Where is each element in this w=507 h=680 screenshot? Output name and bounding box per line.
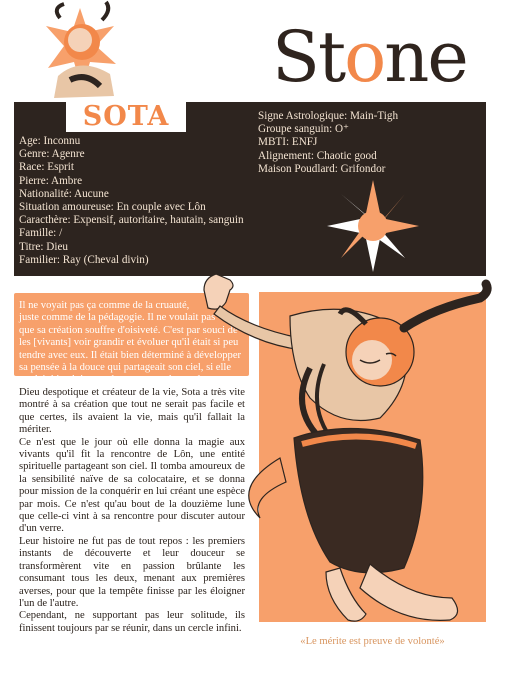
story-paragraph: Leur histoire ne fut pas de tout repos : les premiers instants de découverte et leur douceur se transformèrent vite en passion brûlante les consumant tous les deux, menant aux premières averses, pour que la tempête finisse par les éloigner l'un de l'autre.: [19, 535, 245, 609]
info-stone: Pierre: Ambre: [19, 174, 83, 187]
info-relationship: Situation amoureuse: En couple avec Lôn: [19, 201, 206, 214]
quote-line: tendre avec eux. Il était bien déterminé à développer: [19, 349, 242, 361]
motto: «Le mérite est preuve de volonté»: [300, 636, 445, 647]
sun-icon: [325, 178, 421, 274]
info-family: Famille: /: [19, 227, 63, 240]
story-paragraph: Ce n'est que le jour où elle donna la magie aux vivants qu'il fit la rencontre de Lôn, une entité spirituelle partageant son ciel. Il tomba amoureux de la sensibilité naïve de sa colocataire, et se donna pour mission de la conquérir en lui créant une espèce par mois. Ce n'est qu'au bout de la douzième lune que celle-ci vint à sa rencontre pour discuter autour d'un verre.: [19, 436, 245, 535]
character-portrait: [30, 0, 130, 102]
info-mbti: MBTI: ENFJ: [258, 136, 318, 149]
story-paragraph: Cependant, ne supportant pas leur solitude, ils finissent toujours par se réunir, dans un cercle infini.: [19, 610, 245, 634]
info-character: Caracthère: Expensif, autoritaire, hautain, sanguin: [19, 214, 244, 227]
info-list-right: [258, 110, 478, 176]
name-badge: [66, 100, 186, 132]
character-illustration: [190, 268, 495, 636]
info-blood-type: Groupe sanguin: O⁺: [258, 123, 350, 136]
info-familiar: Familier: Ray (Cheval divin): [19, 253, 149, 266]
info-gender: Genre: Agenre: [19, 148, 85, 161]
quote-line: que sa création souffre d'oisiveté. C'est par souci de: [19, 324, 238, 336]
quote-line: sa pensée à la douce qui partageait son ciel, si elle: [19, 362, 232, 374]
info-nationality: Nationalité: Aucune: [19, 187, 109, 200]
quote-line: voulait bien lui accorder un temps de parole.: [19, 374, 208, 386]
info-house: Maison Poudlard: Grifondor: [258, 162, 386, 175]
info-race: Race: Esprit: [19, 161, 74, 174]
quote-line: les [vivants] voir grandir et évoluer qu'il était si peu: [19, 337, 239, 349]
info-list-left: [19, 135, 259, 267]
quote-line: juste comme de la pédagogie. Il ne voulait pas: [19, 312, 216, 324]
story-paragraph: Dieu despotique et créateur de la vie, Sota a très vite montré à sa création que tout ne serait pas facile et que certes, ils avaient la vie, mais qu'il fallait la mériter.: [19, 387, 245, 436]
info-astro-sign: Signe Astrologique: Main-Tigh: [258, 110, 399, 122]
info-alignment: Alignement: Chaotic good: [258, 149, 377, 162]
quote-line: Il ne voyait pas ça comme de la cruauté,: [19, 300, 190, 311]
page-title: Stone: [272, 16, 467, 98]
character-name: SOTA: [82, 100, 170, 132]
info-age: Age: Inconnu: [19, 135, 81, 147]
info-title: Titre: Dieu: [19, 240, 68, 253]
